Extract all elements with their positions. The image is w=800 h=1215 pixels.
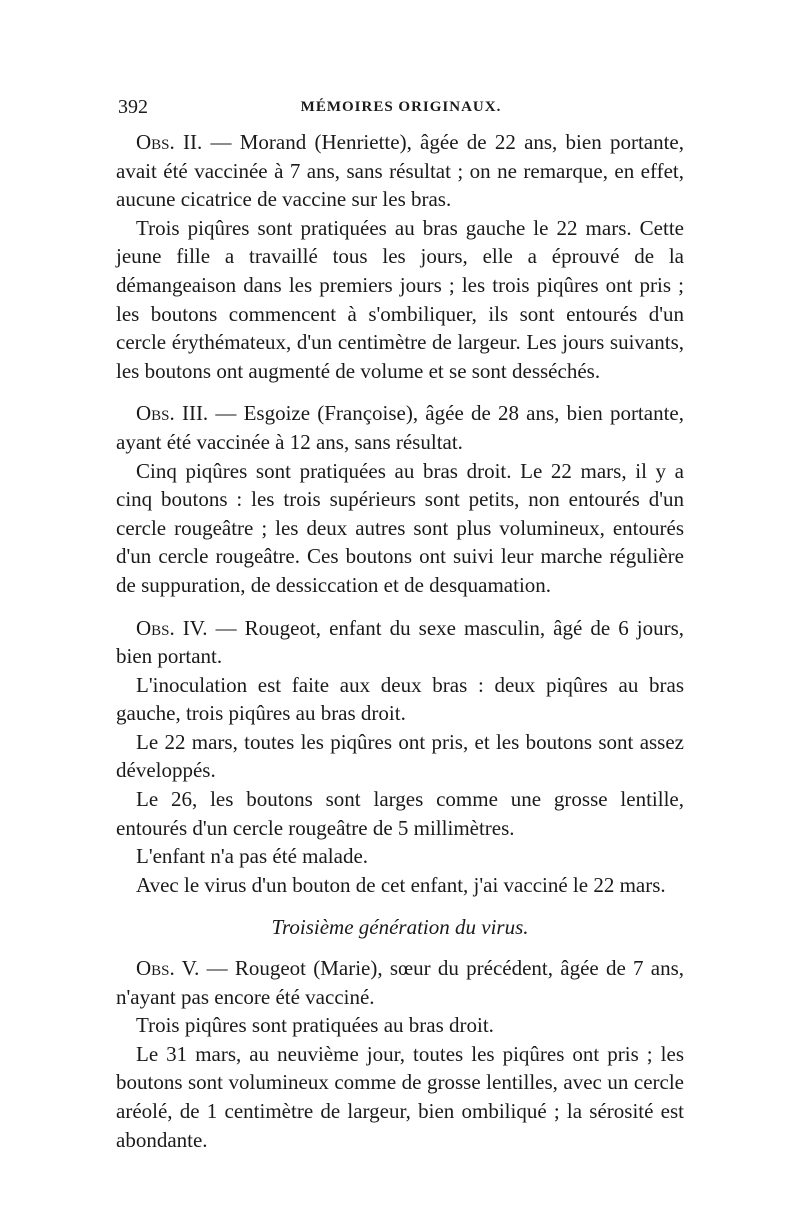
- obs-3-intro: [116, 399, 684, 456]
- page-number: 392: [118, 96, 148, 118]
- obs-5-label: Obs. V.: [136, 956, 200, 981]
- obs-5-intro-text: — Rougeot (Marie), sœur du précédent, âgée de 7 ans, n'ayant pas encore été vacciné.: [116, 956, 685, 1009]
- obs-4-paragraph: Avec le virus d'un bouton de cet enfant, j'ai vacciné le 22 mars.: [136, 872, 666, 897]
- obs-2-paragraph: Trois piqûres sont pratiquées au bras gauche le 22 mars. Cette jeune fille a travaillé tous les jours, elle a éprouvé de la démangeaison dans les premiers jours ; les trois piqûres ont pris ; les boutons commencent à s'ombiliquer, ils sont entourés d'un cercle érythémateux, d'un centimètre de largeur. Les jours suivants, les boutons ont augmenté de volume et se sont desséchés.: [116, 215, 684, 383]
- obs-5-paragraph: Trois piqûres sont pratiquées au bras droit.: [136, 1013, 494, 1038]
- obs-5-intro: [116, 954, 684, 1011]
- obs-2-label: Obs. II.: [136, 130, 203, 154]
- obs-2-intro: [116, 128, 684, 214]
- obs-4-paragraph: L'enfant n'a pas été malade.: [136, 844, 369, 869]
- section-heading: Troisième génération du virus.: [271, 915, 529, 940]
- body-text: [116, 128, 684, 1154]
- obs-3-label: Obs. III.: [136, 401, 209, 426]
- obs-4-label: Obs. IV.: [136, 615, 208, 640]
- obs-5-paragraph: Le 31 mars, au neuvième jour, toutes les piqûres ont pris ; les boutons sont volumineux comme de grosse lentilles, avec un cercle aréolé, de 1 centimètre de largeur, bien ombiliqué ; la sérosité est abondante.: [116, 1041, 684, 1152]
- obs-4-intro: [116, 614, 684, 671]
- obs-2-intro-text: — Morand (Henriette), âgée de 22 ans, bien portante, avait été vaccinée à 7 ans, sans résultat ; on ne remarque, en effet, aucune cicatrice de vaccine sur les bras.: [116, 130, 684, 212]
- obs-4-paragraph: L'inoculation est faite aux deux bras : deux piqûres au bras gauche, trois piqûres au bras droit.: [116, 672, 684, 726]
- obs-4-intro-text: — Rougeot, enfant du sexe masculin, âgé de 6 jours, bien portant.: [116, 615, 684, 669]
- obs-3-paragraph: Cinq piqûres sont pratiquées au bras droit. Le 22 mars, il y a cinq boutons : les trois supérieurs sont petits, non entourés d'un cercle rougeâtre ; les deux autres sont plus volumineux, entourés d'un cercle rougeâtre. Ces boutons ont suivi leur marche régulière de suppuration, de dessiccation et de desquamation.: [116, 458, 684, 597]
- obs-3-intro-text: — Esgoize (Françoise), âgée de 28 ans, bien portante, ayant été vaccinée à 12 ans, sans résultat.: [116, 401, 684, 454]
- running-title: MÉMOIRES ORIGINAUX.: [300, 99, 502, 115]
- obs-4-paragraph: Le 26, les boutons sont larges comme une grosse lentille, entourés d'un cercle rougeâtre de 5 millimètres.: [116, 787, 684, 840]
- obs-4-paragraph: Le 22 mars, toutes les piqûres ont pris, et les boutons sont assez développés.: [116, 729, 684, 783]
- page-header: [118, 96, 684, 122]
